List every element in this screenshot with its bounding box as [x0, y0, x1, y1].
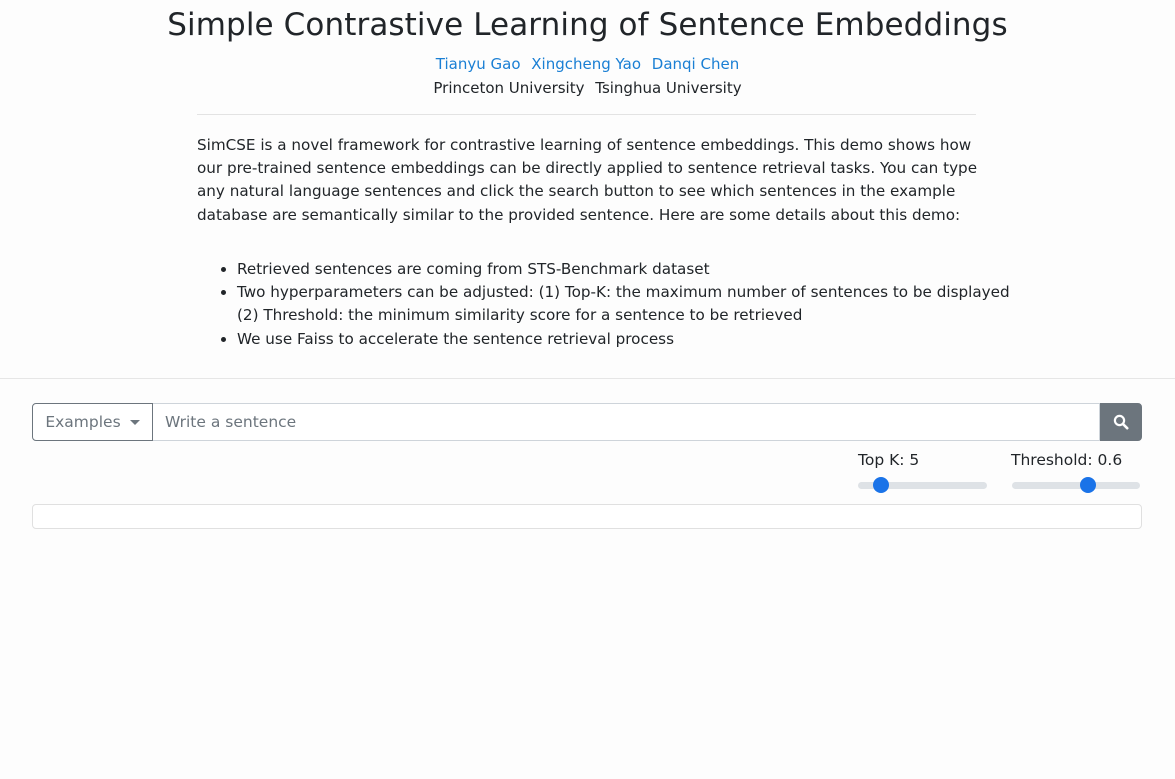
threshold-label: Threshold: 0.6 [1011, 451, 1123, 469]
threshold-slider[interactable] [1012, 482, 1140, 489]
affiliation-list [0, 79, 1175, 97]
details-item-faiss: • We use Faiss to accelerate the sentence retrieval process [237, 328, 1027, 351]
author-link-gao[interactable]: Tianyu Gao [435, 55, 521, 73]
section-divider [0, 378, 1175, 379]
threshold-slider-thumb[interactable] [1080, 477, 1096, 493]
details-item-dataset: • Retrieved sentences are coming from STS-Benchmark dataset [237, 258, 1027, 281]
sentence-input[interactable] [153, 403, 1100, 441]
details-item-hyperparameters: • Two hyperparameters can be adjusted: (1) Top-K: the maximum number of sentences to be displayed (2) Threshold: the minimum similarity score for a sentence to be retrieved [237, 281, 1027, 327]
search-button[interactable] [1100, 403, 1142, 441]
topk-slider[interactable] [858, 482, 987, 489]
author-link-chen[interactable]: Danqi Chen [651, 55, 740, 73]
examples-dropdown-button[interactable] [32, 403, 153, 441]
affiliation-tsinghua: Tsinghua University [595, 79, 742, 97]
affiliation-princeton: Princeton University [433, 79, 585, 97]
topk-label: Top K: 5 [858, 451, 920, 469]
page-title: Simple Contrastive Learning of Sentence Embeddings [167, 7, 1008, 43]
examples-dropdown-label: Examples [45, 413, 121, 431]
details-list [197, 258, 1027, 351]
topk-slider-thumb[interactable] [873, 477, 889, 493]
search-bar [32, 403, 1142, 441]
header-divider [197, 114, 976, 115]
author-link-yao[interactable]: Xingcheng Yao [531, 55, 641, 73]
search-icon [1113, 414, 1129, 430]
caret-down-icon [130, 420, 140, 425]
demo-description: SimCSE is a novel framework for contrastive learning of sentence embeddings. This demo shows how our pre-trained sentence embeddings can be directly applied to sentence retrieval tasks. You can type any natural language sentences and click the search button to see which sentences in the example database are semantically similar to the provided sentence. Here are some details about this demo: [197, 136, 978, 224]
author-list [0, 55, 1175, 73]
results-panel [32, 504, 1142, 529]
